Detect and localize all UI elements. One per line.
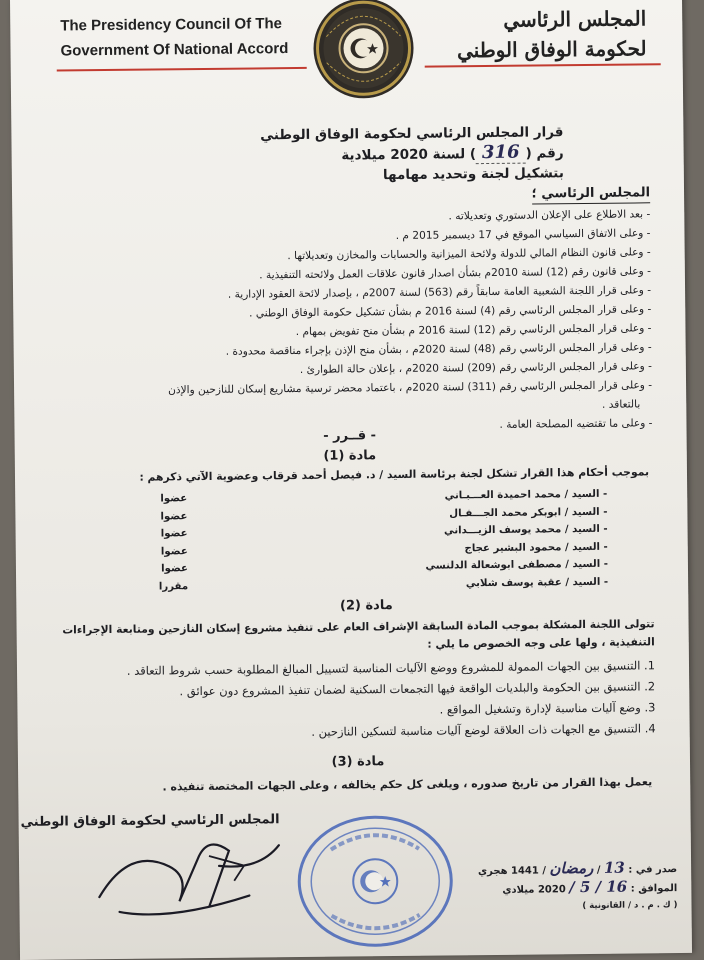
decision-title-block	[163, 122, 564, 187]
member-name: - السيد / محمد يوسف الزيـــداني	[443, 524, 608, 537]
recital: - وعلى قانون رقم (12) لسنة 2010م بشأن اصدار قانون علاقات العمل ولائحته التنفيذية .	[259, 265, 651, 282]
members-list	[107, 486, 608, 596]
recital: - وعلى قرار المجلس الرئاسي رقم (311) لسنة 2020م ، باعتماد محضر ترسية مشاريع إسكان للنازحين والإذن	[168, 379, 653, 397]
issued-date-line: صدر في : 13 / رمضان / 1441 هجري	[477, 858, 678, 878]
member-name: - السيد / عقبة يوسف شلابي	[465, 576, 609, 590]
decision-title: قرار المجلس الرئاسي لحكومة الوفاق الوطني	[260, 124, 564, 144]
member-role: عضوا	[161, 563, 189, 575]
tasks-list	[25, 655, 656, 746]
task-item: 4. التنسيق مع الجهات ذات العلاقة لوضع آليات مناسبة لتسكين النازحين .	[311, 721, 656, 739]
decision-number: 316	[476, 143, 526, 165]
article1-text: بموجب أحكام هذا القرار تشكل لجنة برئاسة السيد / د. فيصل أحمد قرقاب وعضوية الآتي ذكرهم :	[139, 465, 650, 484]
header-rule-left	[57, 67, 307, 72]
recital: بالتعاقد .	[601, 398, 641, 411]
state-emblem	[306, 0, 421, 101]
corresponding-date-line	[467, 878, 677, 899]
english-header-line2: Government Of National Accord	[60, 40, 289, 60]
recital: - وعلى قرار المجلس الرئاسي رقم (48) لسنة 2020م ، بشأن منح الإذن بإجراء مناقصة محدودة .	[225, 341, 652, 358]
document-page	[10, 0, 692, 960]
arabic-header-line1: المجلس الرئاسي	[503, 6, 647, 32]
official-stamp	[291, 810, 460, 952]
handwritten-signature	[59, 825, 300, 928]
issued-day: 13	[603, 858, 625, 877]
article2-text: تتولى اللجنة المشكلة بموجب المادة السابقة الإشراف العام على تنفيذ مشروع إسكان النازحين ومتابعة الإجراءات التنفيذية ، ولها على وجه الخصوص ما يلي :	[62, 617, 655, 651]
recital: - وعلى قانون النظام المالي للدولة ولائحة الميزانية والحسابات والمخازن وتعديلاتها .	[287, 246, 651, 263]
decision-subject: بتشكيل لجنة وتحديد مهامها	[382, 165, 564, 184]
member-role: عضوا	[160, 528, 188, 540]
issued-prefix: صدر في :	[628, 864, 678, 876]
english-header	[60, 11, 288, 63]
recitals-list	[50, 205, 652, 439]
issued-month: رمضان	[549, 858, 594, 878]
corresponding-year: 2020 ميلادي	[502, 884, 566, 896]
member-role: مقررا	[158, 580, 189, 593]
task-item: 2. التنسيق بين الحكومة والبلديات الواقعة فيها التجمعات السكنية لضمان تنفيذ المشروع دون عوائق .	[179, 679, 656, 699]
member-role: عضوا	[160, 493, 188, 505]
article3-title: مادة (3)	[331, 754, 385, 770]
article3-text: يعمل بهذا القرار من تاريخ صدوره ، ويلغى كل حكم يخالفه ، وعلى الجهات المختصة تنفيذه .	[162, 775, 653, 794]
decision-number-suffix: ) لسنة 2020 ميلادية	[341, 146, 477, 164]
member-name: - السيد / محمود البشير عجاج	[464, 541, 608, 555]
english-header-line1: The Presidency Council Of The	[60, 15, 283, 35]
recital: - وعلى الاتفاق السياسي الموقع في 17 ديسمبر 2015 م .	[395, 227, 651, 242]
member-name: - السيد / محمد احميدة العـــبـاني	[444, 489, 608, 502]
recital: - وعلى ما تقتضيه المصلحة العامة .	[499, 417, 653, 431]
issued-year: 1441 هجري	[477, 865, 539, 878]
decision-number-prefix: رقم (	[525, 145, 564, 162]
preamble-heading: المجلس الرئاسي ؛	[531, 185, 650, 204]
corresponding-prefix: الموافق :	[630, 883, 678, 895]
date-block	[467, 859, 678, 915]
article1-title: مادة (1)	[323, 448, 377, 464]
recital: - وعلى قرار المجلس الرئاسي رقم (4) لسنة 2016 م بشأن تشكيل حكومة الوفاق الوطني .	[249, 303, 652, 320]
member-role: عضوا	[160, 510, 188, 523]
task-item: 3. وضع آليات مناسبة لإدارة وتشغيل المواقع .	[439, 700, 656, 717]
recital: - وعلى قرار اللجنة الشعبية العامة سابقاً رقم (563) لسنة 2007م ، بإصدار لائحة العقود الإدارية .	[227, 284, 652, 301]
arabic-header	[457, 3, 647, 65]
arabic-header-line2: لحكومة الوفاق الوطني	[456, 36, 647, 63]
recital: - بعد الاطلاع على الإعلان الدستوري وتعديلاته .	[448, 208, 651, 223]
reference-footer: ( ك . م . د / القانونية )	[582, 900, 678, 912]
recital: - وعلى قرار المجلس الرئاسي رقم (12) لسنة 2016 م بشأن منح تفويض بمهام .	[295, 322, 652, 339]
corresponding-date: 16 / 5 /	[569, 877, 628, 897]
member-name: - السيد / مصطفى ابوشعالة الدلنسي	[425, 559, 609, 572]
recital: - وعلى قرار المجلس الرئاسي رقم (209) لسنة 2020م ، بإعلان حالة الطوارئ .	[299, 360, 652, 376]
member-role: عضوا	[160, 545, 188, 558]
article2-title: مادة (2)	[339, 598, 393, 614]
signature-title: المجلس الرئاسي لحكومة الوفاق الوطني	[20, 812, 280, 830]
decree-heading: - قــرر -	[323, 428, 377, 444]
task-item: 1. التنسيق بين الجهات الممولة للمشروع ووضع الآليات المناسبة لتسييل المبالغ المطلوبة حسب شروط التعاقد .	[126, 658, 656, 678]
member-name: - السيد / ابوبكر محمد الجـــفـال	[449, 506, 608, 520]
